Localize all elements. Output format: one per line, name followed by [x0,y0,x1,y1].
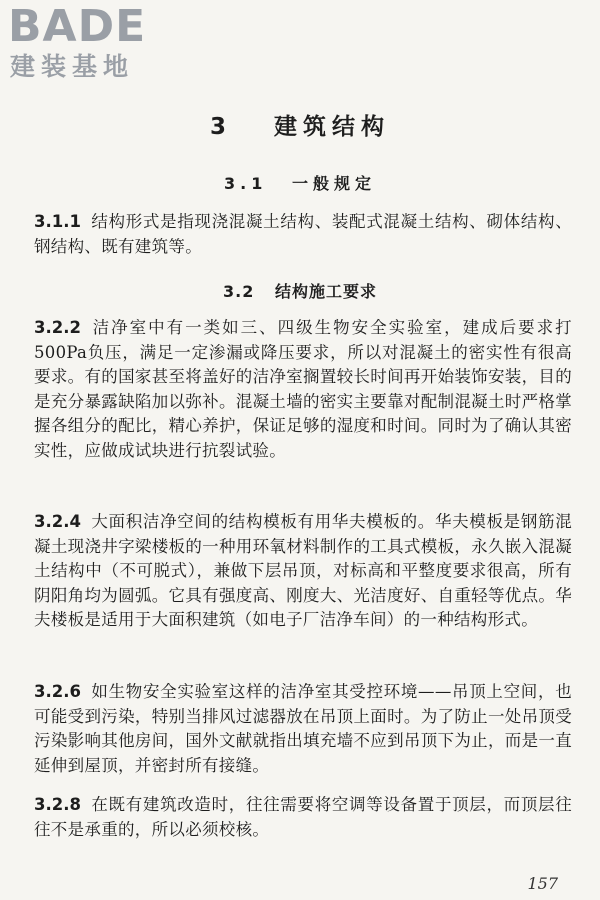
clause-3-2-2 [34,316,572,463]
section-heading-3-1 [0,173,600,195]
clause-text: 结构形式是指现浇混凝土结构、装配式混凝土结构、砌体结构、钢结构、既有建筑等。 [34,212,572,256]
section-title-text: 结构施工要求 [274,282,377,301]
clause-text: 如生物安全实验室这样的洁净室其受控环境——吊顶上空间，也可能受到污染，特别当排风过滤器放在吊顶上面时。为了防止一处吊顶受污染影响其他房间，国外文献就指出填充墙不应到吊顶下为止，而是一直延伸到屋顶，并密封所有接缝。 [34,682,572,775]
chapter-number: 3 [209,114,232,140]
chapter-title-text: 建筑结构 [274,114,391,140]
clause-number: 3.2.6 [34,682,81,701]
clause-number: 3.2.4 [34,512,81,531]
section-number: 3.1 [224,174,268,193]
bade-logo [8,2,178,84]
clause-number: 3.2.8 [34,795,81,814]
clause-text: 在既有建筑改造时，往往需要将空调等设备置于顶层，而顶层往往不是承重的，所以必须校核。 [34,795,572,839]
section-number: 3.2 [223,282,255,301]
section-title-text: 一般规定 [291,174,376,193]
clause-3-2-4 [34,510,572,633]
clause-text: 洁净室中有一类如三、四级生物安全实验室，建成后要求打500Pa负压，满足一定渗漏或降压要求，所以对混凝土的密实性有很高要求。有的国家甚至将盖好的洁净室搁置较长时间再开始装饰安装，目的是充分暴露缺陷加以弥补。混凝土墙的密实主要靠对配制混凝土时严格掌握各组分的配比，精心养护，保证足够的湿度和时间。同时为了确认其密实性，应做成试块进行抗裂试验。 [34,318,572,460]
clause-3-2-6 [34,680,572,778]
page-number: 157 [527,874,558,893]
clause-3-1-1 [34,210,572,259]
section-heading-3-2 [0,281,600,303]
chapter-title [0,112,600,142]
clause-text: 大面积洁净空间的结构模板有用华夫模板的。华夫模板是钢筋混凝土现浇井字梁楼板的一种用环氧材料制作的工具式模板，永久嵌入混凝土结构中（不可脱式），兼做下层吊顶，对标高和平整度要求很高，所有阴阳角均为圆弧。它具有强度高、刚度大、光洁度好、自重轻等优点。华夫楼板是适用于大面积建筑（如电子厂洁净车间）的一种结构形式。 [34,512,572,629]
logo-brand-text: BADE [8,1,147,52]
logo-subtitle-text: 建装基地 [10,52,135,81]
clause-3-2-8 [34,793,572,842]
clause-number: 3.2.2 [34,318,81,337]
clause-number: 3.1.1 [34,212,81,231]
